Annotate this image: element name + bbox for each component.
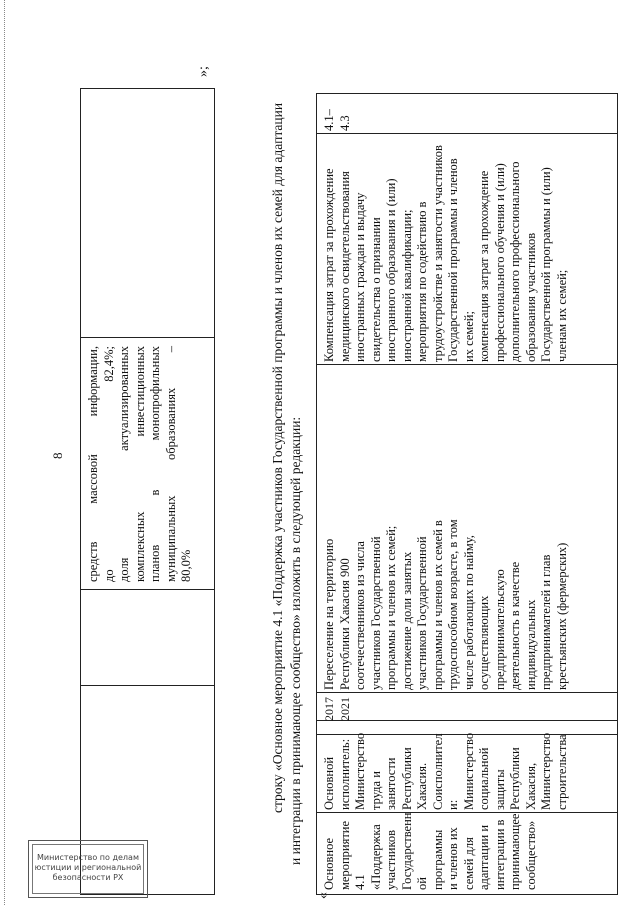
- table-column-divider: [81, 685, 214, 686]
- measure-name-cell: Основное мероприятие 4.1 «Поддержка участников Государственн ой программы и членов их семей для адаптации и интеграции в принимающее сообщество»: [322, 812, 538, 890]
- table-column-divider: [81, 589, 214, 590]
- related-indicators-cell: 4.1– 4.3: [322, 109, 352, 131]
- table-column-divider: [317, 720, 617, 721]
- table-column-divider: [317, 364, 617, 365]
- opening-quote-mark: «: [316, 892, 331, 899]
- stamp-text: Министерство по делам юстиции и региональной безопасности РХ: [32, 844, 144, 894]
- instruction-line-1: строку «Основное мероприятие 4.1 «Поддержка участников Государственной программы и членов их семей для адаптации: [270, 102, 285, 813]
- executor-cell: Основной исполнитель: Министерство труда и занятости Республики Хакасия. Соисполнител и: Министерство социальной защиты Республики Хакасия, Министерство строительства: [322, 732, 569, 810]
- measure-table-row: [316, 93, 618, 895]
- table-column-divider: [317, 692, 617, 693]
- table-column-divider: [81, 337, 214, 338]
- registration-stamp: [28, 840, 148, 898]
- previous-indicator-text: средств массовой информации, до 82,4%; доля актуализированных комплексных инвестиционных планов в монопрофильных муниципальных образованиях – 80,0%: [86, 346, 193, 582]
- start-year-cell: 2017: [322, 697, 336, 721]
- table-column-divider: [317, 812, 617, 813]
- end-year-cell: 2021: [338, 697, 352, 721]
- page-number: 8: [50, 452, 65, 459]
- expected-result-cell: Переселение на территорию Республики Хакасия 900 соотечественников из числа участников Государственной программы и членов их семей; достижение доли занятых участников Государственной программы и членов их семей в трудоспособном возрасте, в том числе работающих по найму, осуществляющих предпринимательскую деятельность в качестве индивидуальных предпринимателей и глав крестьянских (фермерских): [322, 519, 569, 690]
- instruction-line-2: и интеграции в принимающее сообщество» изложить в следующей редакции:: [288, 416, 303, 865]
- previous-table-row: [80, 88, 215, 895]
- main-directions-cell: Компенсация затрат за прохождение медицинского освидетельствования иностранных граждан и выдачу свидетельства о признании иностранного образования и (или) иностранной квалификации; мероприятия по содействию в трудоустройстве и занятости участников Государственной программы и членов их семей; компенсация затрат за прохождение профессионального обучения и (или) дополнительного профессионального образования участников Государственной программы и (или) членам их семей;: [322, 145, 569, 362]
- closing-quote-mark: »;: [196, 66, 211, 77]
- table-column-divider: [317, 133, 617, 134]
